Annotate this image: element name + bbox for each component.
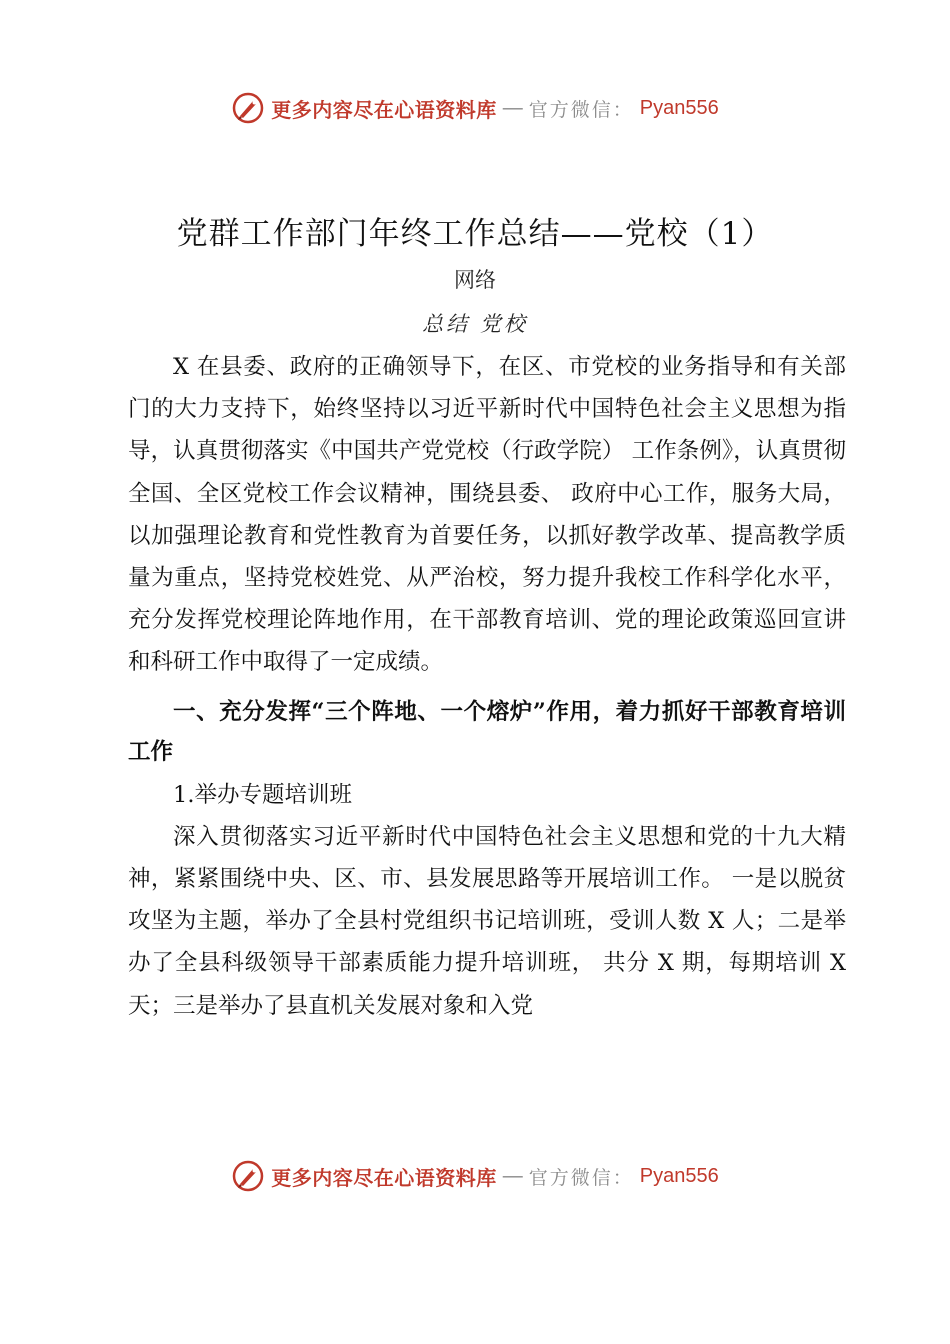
footer-banner <box>0 1154 950 1198</box>
document-title: 党群工作部门年终工作总结——党校（1） <box>176 216 774 252</box>
pen-logo-icon <box>231 91 265 125</box>
banner-text: 更多内容尽在心语资料库 <box>271 97 497 122</box>
banner-wechat-id: Pyan556 <box>639 96 719 119</box>
pen-logo-icon <box>231 1159 265 1193</box>
banner-separator: — <box>502 1164 523 1187</box>
section-heading: 一、充分发挥“三个阵地、一个熔炉”作用，着力抓好干部教育培训工作 <box>128 698 846 765</box>
document-tags: 总结 党校 <box>422 312 528 336</box>
banner-wechat-label: 官方微信： <box>528 98 634 121</box>
banner-text: 更多内容尽在心语资料库 <box>271 1165 497 1190</box>
banner-separator: — <box>502 96 523 119</box>
document-author: 网络 <box>454 268 496 292</box>
header-banner <box>0 86 950 130</box>
subsection-heading: 1.举办专题培训班 <box>173 781 352 808</box>
body-paragraph: 深入贯彻落实习近平新时代中国特色社会主义思想和党的十九大精神，紧紧围绕中央、区、市、县发展思路等开展培训工作。 一是以脱贫攻坚为主题，举办了全县村党组织书记培训班，受训人数 X 人；二是举办了全县科级领导干部素质能力提升培训班， 共分 X 期，每期培训 X 天；三是举办了县直机关发展对象和入党 <box>128 823 846 1019</box>
banner-wechat-label: 官方微信： <box>528 1166 634 1189</box>
document-body <box>128 346 846 1027</box>
intro-paragraph: X 在县委、政府的正确领导下，在区、市党校的业务指导和有关部门的大力支持下，始终坚持以习近平新时代中国特色社会主义思想为指导，认真贯彻落实《中国共产党党校（行政学院） 工作条例》，认真贯彻全国、全区党校工作会议精神，围绕县委、 政府中心工作，服务大局，以加强理论教育和党性教育为首要任务，以抓好教学改革、提高教学质量为重点，坚持党校姓党、从严治校，努力提升我校工作科学化水平，充分发挥党校理论阵地作用，在干部教育培训、党的理论政策巡回宣讲和科研工作中取得了一定成绩。 <box>128 354 846 676</box>
banner-wechat-id: Pyan556 <box>639 1164 719 1187</box>
